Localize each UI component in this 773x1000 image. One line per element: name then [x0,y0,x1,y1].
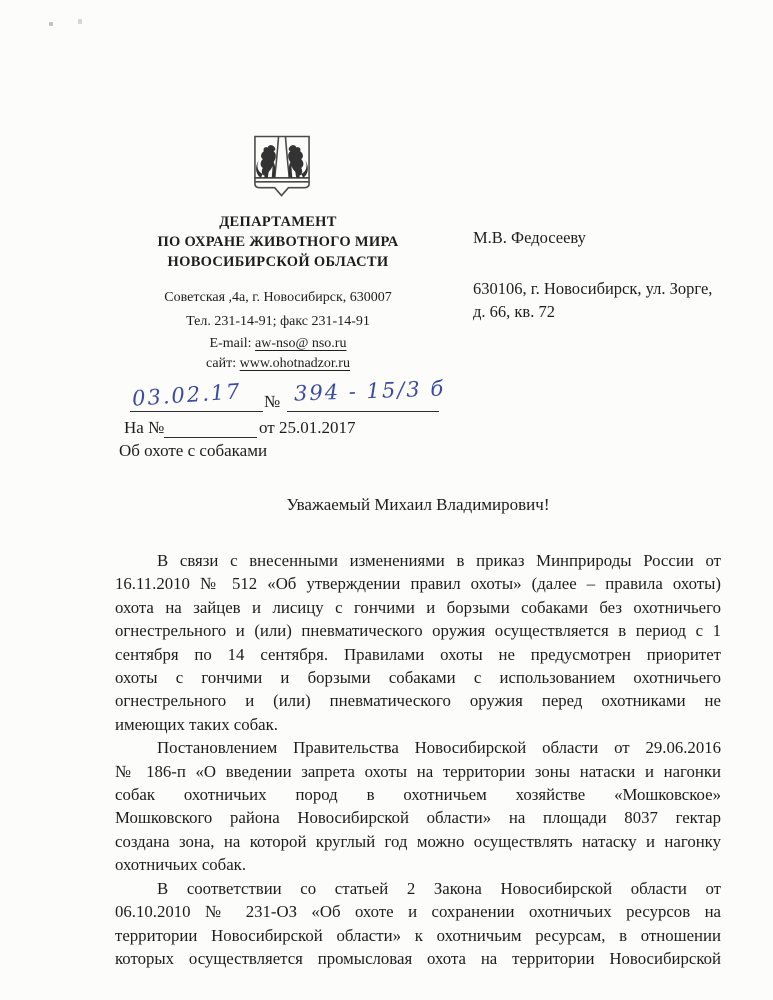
incoming-ref-label: На № [124,418,165,437]
novosibirsk-oblast-coat-of-arms-icon [251,131,313,205]
body-line: охотничьих собак. [115,855,247,875]
body-line: охоты с гончими и борзыми собаками с использованием охотничьего [115,668,721,688]
number-sign: № [264,392,281,411]
org-name-line: НОВОСИБИРСКОЙ ОБЛАСТИ [167,254,389,270]
body-line: В соответствии со статьей 2 Закона Новосибирской области от [157,878,721,898]
recipient-address-line1: 630106, г. Новосибирск, ул. Зорге, [473,279,713,298]
sable-left-icon [256,145,276,178]
body-line: которых осуществляется промысловая охота на территории Новосибирской [115,948,721,968]
org-postal-address: Советская ,4а, г. Новосибирск, 630007 [164,290,392,305]
org-phone-fax: Тел. 231-14-91; факс 231-14-91 [186,314,370,329]
site-label: сайт: [206,356,237,371]
number-fill-line [287,411,439,412]
org-name-line: ПО ОХРАНЕ ЖИВОТНОГО МИРА [157,234,399,250]
body-line: огнестрельного и (или) пневматического оружия осуществляется в период с 1 [115,621,721,641]
org-website [133,356,423,372]
body-line: Постановлением Правительства Новосибирской области от 29.06.2016 [157,738,721,758]
body-line: № 186-п «О введении запрета охоты на территории зоны натаски и нагонки [115,761,721,781]
body-line: имеющих таких собак. [115,714,278,734]
handwritten-outgoing-date: 03.02.17 [131,379,243,411]
org-email [133,336,423,352]
body-line: создана зона, на которой круглый год можно осуществлять натаску и нагонку [115,831,721,851]
handwritten-outgoing-number: 394 - 15/3 б [293,376,446,406]
email-label: E-mail: [209,336,252,351]
body-line: В связи с внесенными изменениями в приказ Минприроды России от [157,551,721,570]
date-fill-line [130,411,263,412]
site-value: www.ohotnadzor.ru [239,356,350,371]
body-text [115,549,721,970]
recipient-address-line2: д. 66, кв. 72 [473,302,555,321]
body-line: огнестрельного и (или) пневматического оружия перед охотниками не [115,691,721,711]
body-line: 06.10.2010 № 231-ОЗ «Об охоте и сохранении охотничьих ресурсов на [115,902,721,922]
email-value: aw-nso@ nso.ru [255,336,347,351]
body-line: Мошковского района Новосибирской области» на площади 8037 гектар [115,808,721,828]
letter-subject: Об охоте с собаками [119,441,268,460]
salutation: Уважаемый Михаил Владимирович! [286,495,550,514]
incoming-ref-fill-line [164,437,257,438]
body-line: территории Новосибирской области» к охотничьим ресурсам, в отношении [115,925,721,945]
sable-right-icon [288,145,308,178]
scan-speck [49,22,53,26]
body-line: 16.11.2010 № 512 «Об утверждении правил охоты» (далее – правила охоты) [115,574,721,594]
org-name [133,212,423,272]
body-line: сентября по 14 сентября. Правилами охоты не предусмотрен приоритет [115,644,721,664]
body-line: собак охотничьих пород в охотничьем хозяйстве «Мошковское» [115,785,721,805]
body-line: охота на зайцев и лисицу с гончими и борзыми собаками без охотничьего [115,597,721,617]
org-name-line: ДЕПАРТАМЕНТ [219,214,337,230]
incoming-ref-date: от 25.01.2017 [259,418,356,437]
recipient-name: М.В. Федосееву [473,228,586,247]
scan-speck [78,19,82,24]
